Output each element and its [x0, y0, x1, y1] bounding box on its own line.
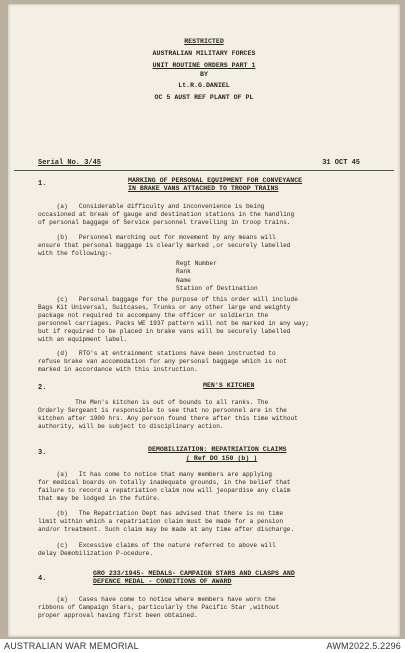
label-fields-list [176, 260, 258, 293]
section-number: 2. [38, 384, 47, 392]
paragraph-a: (a) It has come to notice that many members are applying for medical boards on totally inadequate grounds, in the belief that failure to record a repatriation claim now will jeopardise any claim that may be lodged in the futüre. [38, 471, 291, 502]
paragraph-b: (b) The Repatriation Dept has advised that there is no time limit within which a repatriation claim must be made for a pension and/or treatment. Such claim may be made at any time after discharge. [38, 510, 295, 533]
list-item: Station of Destination [176, 284, 258, 292]
section-title-line2: ( Ref DO 150 (b) ) [186, 455, 258, 462]
paragraph-c: (c) Excessive claims of the nature referred to above will delay Demobilization P-ocedure. [38, 542, 276, 557]
section-number: 1. [38, 180, 47, 188]
paragraph-a: (a) Considerable difficulty and inconvenience is being occasioned at break of gauge and destination stations in the handling of personal baggage of Service personnel travelling in troop trains. [38, 203, 295, 226]
list-item: Rank [176, 268, 191, 276]
by-line: BY [200, 71, 208, 78]
organisation-heading: AUSTRALIAN MILITARY FORCES [152, 50, 256, 57]
section-number: 4. [38, 575, 47, 583]
section-title: GRO 233/1945- MEDALS- CAMPAIGN STARS AND CLASPS AND [93, 570, 295, 577]
list-item: Regt Number [176, 260, 217, 267]
archive-reference: AWM2022.5.2296 [326, 641, 401, 651]
document-page [8, 4, 400, 637]
section-title: MEN'S KITCHEN [203, 382, 255, 389]
paragraph-b: (b) Personnel marching out for movement by any means will ensure that personal baggage is clearly marked ,or securely labelled with the following:- [38, 234, 291, 257]
classification-heading: RESTRICTED [184, 38, 224, 45]
orders-heading: UNIT ROUTINE ORDERS PART 1 [152, 62, 256, 69]
serial-number: Serial No. 3/45 [38, 159, 102, 167]
paragraph-a: (a) Cases have come to notice where members have worn the ribbons of Campaign Stars, particularly the Pacific Star ,without proper approval having first been obtained. [38, 596, 280, 619]
section-title-line2: IN BRAKE VANS ATTACHED TO TROOP TRAINS [128, 185, 279, 192]
paragraph-c: (c) Personal baggage for the purpose of this order will include Bags Kit Universal, Suitcases, Trunks or any other large and weighty package not required to accompany the officer or soldierin the personnel carriages. Packs WE 1937 pattern will not be marked in any way; but if required to be placed in brake vans will be securely labelled with an equipment label. [38, 296, 310, 343]
paragraph-body: The Men's kitchen is out of bounds to all ranks. The Orderly Sergeant is responsible to see that no personnel are in the kitchen after 1900 hrs. Any person found there after this time without authority, will be subject to disciplinary action. [38, 399, 298, 430]
section-number: 3. [38, 449, 47, 457]
archive-name: AUSTRALIAN WAR MEMORIAL [4, 641, 139, 651]
header-divider [14, 170, 394, 171]
section-title-line2: DEFENCE MEDAL - CONDITIONS OF AWARD [93, 578, 232, 585]
section-title: DEMOBILIZATION: REPATRIATION CLAIMS [148, 446, 287, 453]
order-date: 31 OCT 45 [322, 159, 360, 167]
list-item: Name [176, 276, 191, 284]
section-title: MARKING OF PERSONAL EQUIPMENT FOR CONVEYANCE [128, 177, 303, 184]
paragraph-d: (d) RTO's at entrainment stations have been instructed to refuse brake van accomodation for any personal baggage which is not marked in accordance with this instruction. [38, 350, 287, 373]
archive-footer [0, 639, 405, 653]
unit-name: OC 5 AUST REF PLANT OF PL [154, 94, 254, 101]
officer-name: Lt.R.G.DANIEL [178, 82, 230, 89]
